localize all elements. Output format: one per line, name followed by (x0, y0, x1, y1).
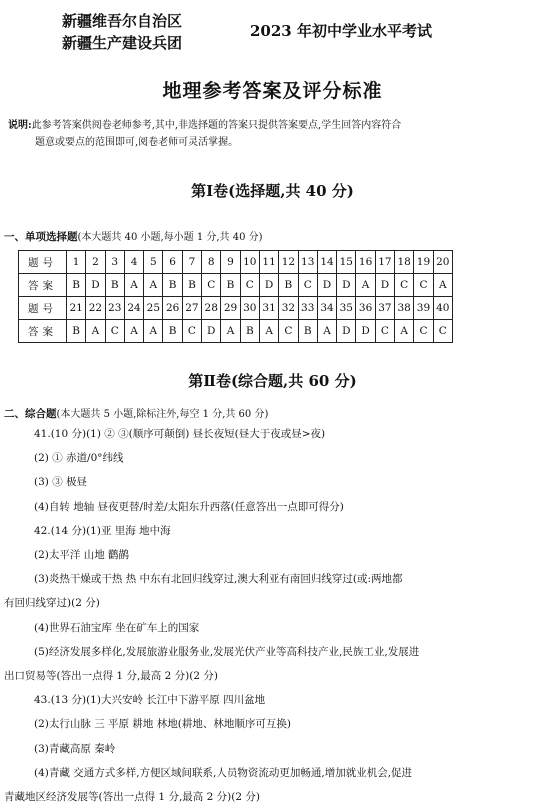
answer-line: (2)太平洋 山地 鹳鹋 (34, 549, 130, 562)
header-region-line2: 新疆生产建设兵团 (62, 34, 183, 52)
row-label-answer: 答案 (19, 274, 67, 297)
cell-answer: D (202, 320, 221, 343)
cell-answer: A (221, 320, 240, 343)
cell-question: 35 (337, 297, 356, 320)
answer-line: (4)自转 地轴 昼夜更替/时差/太阳东升西落(任意答出一点即可得分) (34, 500, 344, 513)
cell-answer: D (259, 274, 278, 297)
cell-question: 10 (240, 251, 259, 274)
cell-question: 11 (259, 251, 278, 274)
cell-question: 19 (414, 251, 433, 274)
cell-answer: D (86, 274, 105, 297)
note-line2: 题意或要点的范围即可,阅卷老师可灵活掌握。 (35, 137, 239, 148)
cell-answer: C (375, 320, 394, 343)
part2-label: 二、综合题 (4, 408, 57, 420)
table-row-a2 (19, 320, 453, 343)
cell-question: 39 (414, 297, 433, 320)
cell-question: 27 (182, 297, 201, 320)
cell-question: 36 (356, 297, 375, 320)
cell-question: 30 (240, 297, 259, 320)
page-title: 地理参考答案及评分标准 (162, 80, 383, 102)
cell-question: 2 (86, 251, 105, 274)
cell-question: 25 (144, 297, 163, 320)
part2-desc: (本大题共 5 小题,除标注外,每空 1 分,共 60 分) (56, 409, 269, 420)
part1-desc: (本大题共 40 小题,每小题 1 分,共 40 分) (77, 232, 263, 243)
cell-question: 7 (182, 251, 201, 274)
cell-question: 8 (202, 251, 221, 274)
cell-question: 9 (221, 251, 240, 274)
answer-line: 青藏地区经济发展等(答出一点得 1 分,最高 2 分)(2 分) (4, 791, 260, 804)
part2-heading (4, 405, 268, 421)
answer-table (18, 250, 453, 343)
header-region-line1: 新疆维吾尔自治区 (62, 12, 183, 30)
cell-question: 23 (105, 297, 124, 320)
cell-answer: C (105, 320, 124, 343)
cell-answer: B (67, 274, 86, 297)
cell-question: 38 (395, 297, 414, 320)
row-label-answer: 答案 (19, 320, 67, 343)
cell-answer: A (433, 274, 452, 297)
cell-question: 16 (356, 251, 375, 274)
cell-answer: A (356, 274, 375, 297)
header-exam-title: 2023 年初中学业水平考试 (250, 22, 432, 40)
cell-question: 14 (317, 251, 336, 274)
answer-line: 42.(14 分)(1)亚 里海 地中海 (34, 524, 171, 537)
cell-answer: C (240, 274, 259, 297)
cell-answer: A (259, 320, 278, 343)
table-row-q2 (19, 297, 453, 320)
cell-question: 26 (163, 297, 182, 320)
cell-question: 21 (67, 297, 86, 320)
table-row-a1 (19, 274, 453, 297)
cell-question: 37 (375, 297, 394, 320)
cell-answer: B (163, 320, 182, 343)
cell-answer: A (144, 320, 163, 343)
row-label-question: 题号 (19, 297, 67, 320)
answer-line: (3) ③ 极昼 (34, 476, 88, 489)
table-row-q1 (19, 251, 453, 274)
cell-answer: C (298, 274, 317, 297)
cell-answer: C (202, 274, 221, 297)
note-label: 说明: (8, 120, 32, 131)
cell-answer: B (279, 274, 298, 297)
cell-answer: D (356, 320, 375, 343)
answer-line: 有回归线穿过)(2 分) (4, 597, 100, 610)
cell-answer: B (182, 274, 201, 297)
cell-question: 5 (144, 251, 163, 274)
answer-line: (2) ① 赤道/0°纬线 (34, 452, 124, 465)
cell-question: 22 (86, 297, 105, 320)
note-line1: 此参考答案供阅卷老师参考,其中,非选择题的答案只提供答案要点,学生回答内容符合 (31, 120, 402, 131)
row-label-question: 题号 (19, 251, 67, 274)
cell-answer: D (337, 320, 356, 343)
cell-answer: B (298, 320, 317, 343)
cell-answer: B (221, 274, 240, 297)
cell-answer: D (317, 274, 336, 297)
answer-line: 41.(10 分)(1) ② ③(顺序可颠倒) 昼长夜短(昼大于夜或昼>夜) (34, 428, 326, 440)
cell-question: 20 (433, 251, 452, 274)
cell-answer: C (414, 274, 433, 297)
answer-line: (3)青藏高原 秦岭 (34, 742, 116, 755)
section2-heading: 第Ⅱ卷(综合题,共 60 分) (188, 372, 357, 390)
answer-line: 出口贸易等(答出一点得 1 分,最高 2 分)(2 分) (4, 670, 218, 683)
cell-answer: C (433, 320, 452, 343)
cell-answer: D (337, 274, 356, 297)
answer-line: (4)青藏 交通方式多样,方便区域间联系,人员物资流动更加畅通,增加就业机会,促进 (34, 766, 413, 779)
answer-lines (4, 422, 540, 809)
cell-question: 34 (317, 297, 336, 320)
cell-question: 28 (202, 297, 221, 320)
note-block (8, 117, 533, 151)
cell-question: 6 (163, 251, 182, 274)
cell-question: 4 (124, 251, 143, 274)
cell-question: 3 (105, 251, 124, 274)
cell-answer: B (240, 320, 259, 343)
cell-answer: A (86, 320, 105, 343)
cell-question: 18 (395, 251, 414, 274)
cell-question: 31 (259, 297, 278, 320)
cell-question: 13 (298, 251, 317, 274)
cell-question: 40 (433, 297, 452, 320)
cell-question: 12 (279, 251, 298, 274)
cell-question: 33 (298, 297, 317, 320)
part1-label: 一、单项选择题 (4, 231, 78, 243)
cell-answer: D (375, 274, 394, 297)
answer-line: (3)炎热干燥或干热 热 中东有北回归线穿过,澳大利亚有南回归线穿过(或:两地都 (34, 573, 403, 586)
part1-heading (4, 228, 263, 244)
cell-answer: C (395, 274, 414, 297)
cell-answer: B (163, 274, 182, 297)
cell-question: 1 (67, 251, 86, 274)
answer-line: (4)世界石油宝库 坐在矿车上的国家 (34, 621, 200, 634)
cell-question: 24 (124, 297, 143, 320)
cell-question: 29 (221, 297, 240, 320)
cell-answer: A (144, 274, 163, 297)
cell-question: 17 (375, 251, 394, 274)
cell-answer: C (279, 320, 298, 343)
cell-answer: A (124, 320, 143, 343)
answer-line: (2)太行山脉 三 平原 耕地 林地(耕地、林地顺序可互换) (34, 718, 291, 731)
cell-question: 32 (279, 297, 298, 320)
answer-line: (5)经济发展多样化,发展旅游业服务业,发展光伏产业等高科技产业,民族工业,发展进 (34, 645, 420, 658)
answer-line: 43.(13 分)(1)大兴安岭 长江中下游平原 四川盆地 (34, 694, 266, 707)
cell-question: 15 (337, 251, 356, 274)
cell-answer: A (124, 274, 143, 297)
cell-answer: B (67, 320, 86, 343)
header-region (62, 10, 182, 54)
cell-answer: C (182, 320, 201, 343)
cell-answer: A (317, 320, 336, 343)
cell-answer: C (414, 320, 433, 343)
cell-answer: A (395, 320, 414, 343)
cell-answer: B (105, 274, 124, 297)
section1-heading: 第Ⅰ卷(选择题,共 40 分) (191, 182, 354, 200)
